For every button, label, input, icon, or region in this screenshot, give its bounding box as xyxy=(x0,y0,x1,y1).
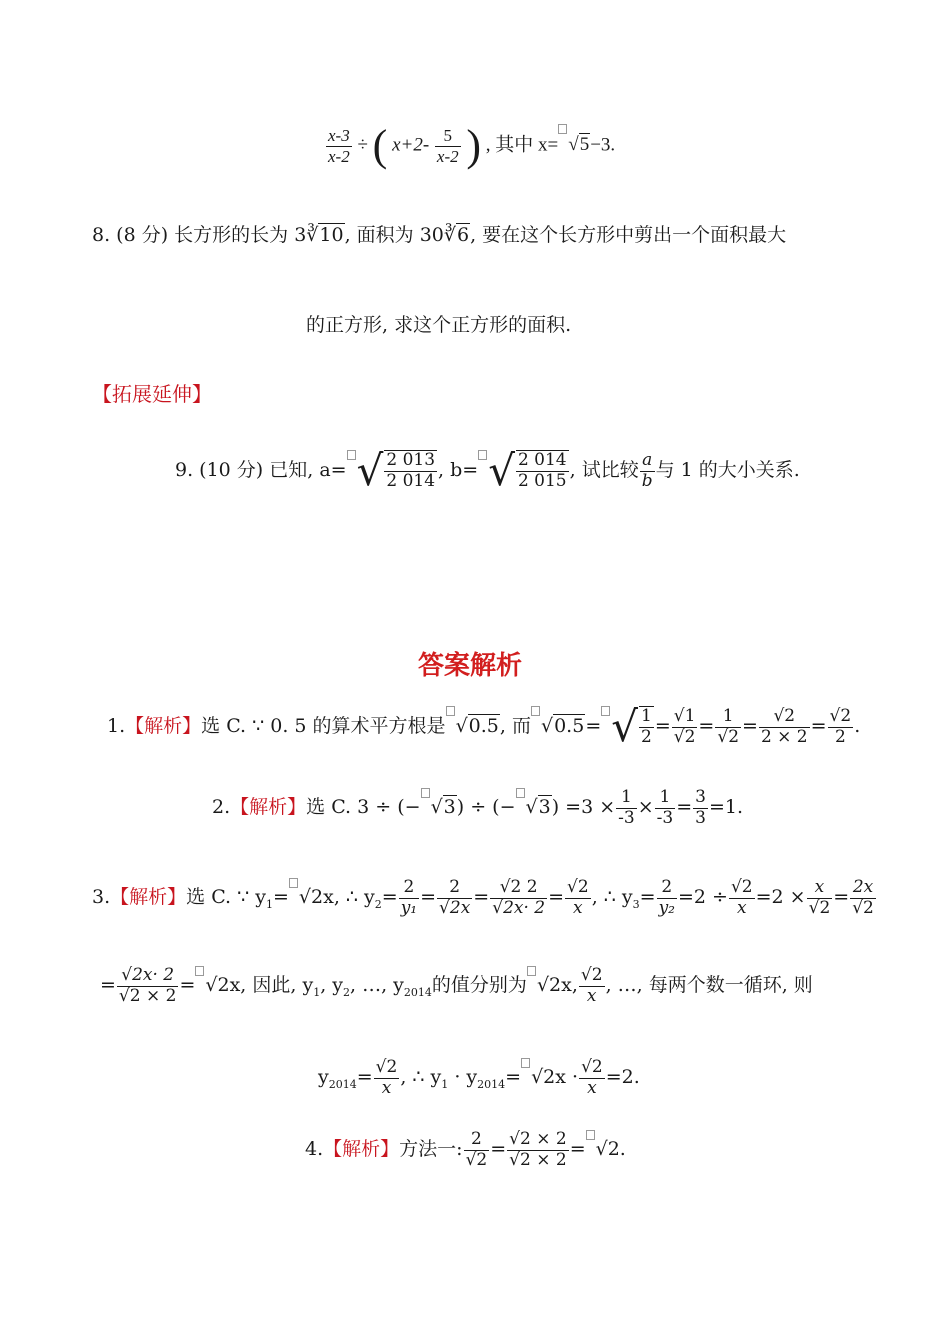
radical: √5 xyxy=(568,134,590,156)
q9-line: 9. (10 分) 已知, a= √ $\frac{2 013}{2 014}$ , b= √ $\frac{2 014}{2 015}$ , 试比较 $\frac{a}{b}$ 与 1 的大小关系. xyxy=(175,446,800,495)
answers-title: 答案解析 xyxy=(418,651,523,681)
answer-3-line3: $y_{2014}=$ $\frac{√2}{x}$ , ∴ $y_1 \cdot y_{2014}= √2x$ · $\frac{√2}{x}$ =2. xyxy=(318,1057,640,1098)
left-paren: ( xyxy=(372,121,388,170)
divide-sign: ÷ xyxy=(357,134,368,156)
fraction: $\frac{5}{x-2}$ xyxy=(436,125,459,166)
fraction: $\frac{x-3}{x-2}$ xyxy=(328,125,350,166)
q7-text: , 其中 x= xyxy=(485,134,559,156)
q8-line1: 8. (8 分) 长方形的长为 3∛10, 面积为 30∛6, 要在这个长方形中剪出一个面积最大 xyxy=(92,224,787,246)
q7-tail: −3. xyxy=(590,134,616,156)
answer-3-line1: 3.【解析】选 C. ∵ $y_1= √2x$, ∴ $y_2=$ $\frac{2}{\text{y₁}}$ = $\frac{2}{√2x}$ = $\frac{√2 2}{√2x\cdot 2}$ = $\frac{√2}{x}$ , ∴ $y_3=$ $\frac{2}{\text{y₂}}$ =2 ÷ $\frac{√2}{x}$ =2 × $\frac{x}{√2}$ = $\frac{2x}{√2}$ xyxy=(92,877,874,918)
answer-4: 4.【解析】方法一: $\frac{2}{√2}$ = $\frac{√2 \times 2}{√2 \times 2}$ = √2. xyxy=(305,1129,626,1170)
q7-expression xyxy=(325,121,616,170)
answer-2: 2.【解析】选 C. 3 ÷ (− √3) ÷ (− √3) =3 × $\frac{1}{-3}$ × $\frac{1}{-3}$ = $\frac{3}{3}$ =1. xyxy=(212,787,743,828)
section-extend-heading: 【拓展延伸】 xyxy=(92,382,212,406)
right-paren: ) xyxy=(466,121,482,170)
q8-line2: 的正方形, 求这个正方形的面积. xyxy=(306,314,572,336)
inner-expression: x+2- xyxy=(392,134,430,156)
answer-3-line2: = $\frac{√2x\cdot 2}{√2 \times 2}$ = √2x, 因此, $y_1$, $y_2$, …, $y_{2014}$的值分别为 √2x, $\frac{√2}{x}$ , …, 每两个数一循环, 则 xyxy=(100,965,813,1006)
answer-1: 1.【解析】选 C. ∵ 0. 5 的算术平方根是 √0.5, 而 √0.5= √ $\frac{1}{2}$ = $\frac{√1}{√2}$ = $\frac{1}{√2}$ = $\frac{√2}{2 \times 2}$ = $\frac{√2}{2}$ . xyxy=(107,702,861,751)
